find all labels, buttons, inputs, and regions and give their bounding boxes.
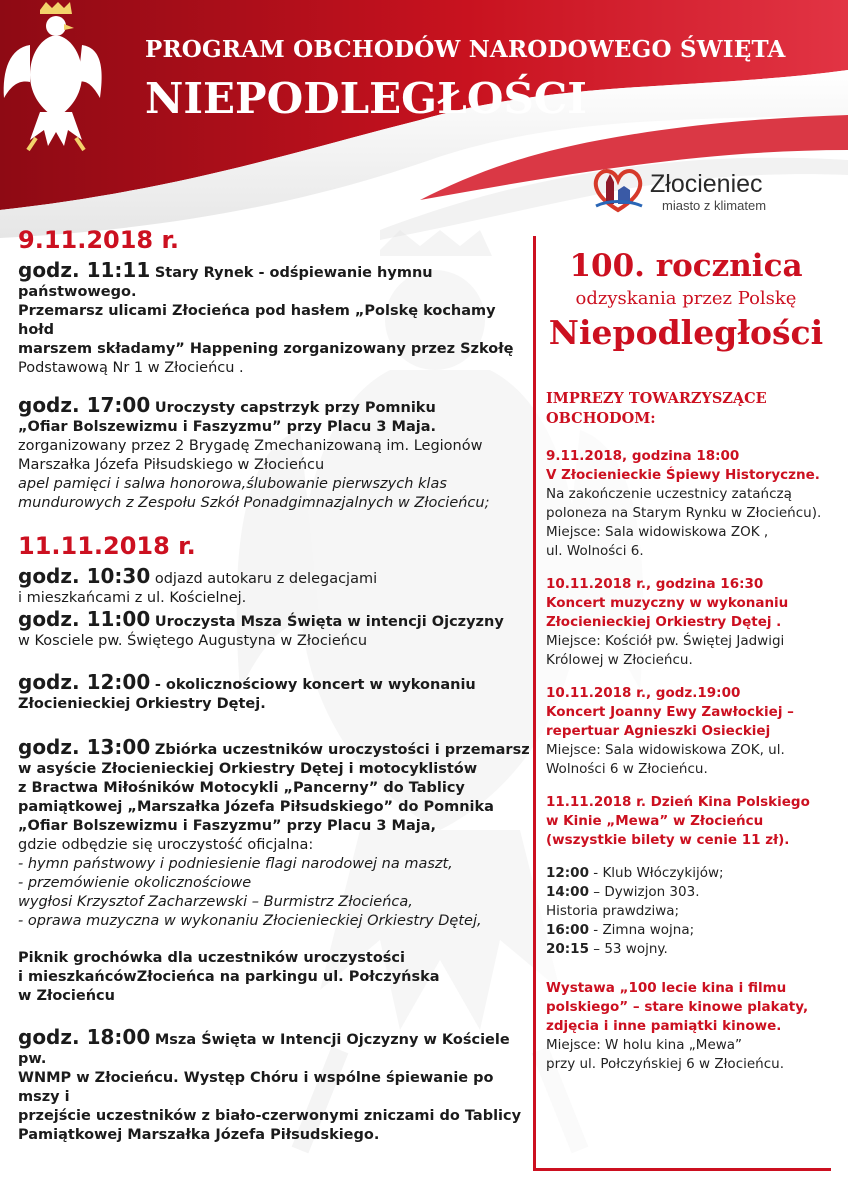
side-event-title: Koncert Joanny Ewy Zawłockiej – [546,704,794,720]
schedule-title: - Zimna wojna; [588,922,695,938]
event-time: godz. 11:11 [18,258,151,282]
anniversary-headline: 100. rocznica [569,248,803,284]
city-logo [588,160,808,220]
side-event-title: Koncert muzyczny w wykonaniu [546,595,789,611]
event-line: - okolicznościowy koncert w wykonaniu [154,677,476,693]
side-event-line: Na zakończenie uczestnicy zatańczą [546,486,792,502]
event-line: Msza Święta w Intencji Ojczyzny w Kościele pw. [18,1032,510,1067]
event-line: - hymn państwowy i podniesienie flagi narodowej na maszt, [18,856,453,872]
event-time: godz. 11:00 [18,607,151,631]
event-line: w Złocieńcu [18,988,115,1004]
schedule-row [546,940,826,959]
event-line: Pamiątkowej Marszałka Józefa Piłsudskiego. [18,1127,380,1143]
city-logo-tagline: miasto z klimatem [662,198,767,213]
event-line: Stary Rynek - odśpiewanie hymnu państwowego. [18,265,433,300]
exhibition-line: Miejsce: W holu kina „Mewa” [546,1037,743,1053]
event-line: z Bractwa Miłośników Motocykli „Pancerny” do Tablicy [18,780,465,796]
schedule-time: 12:00 [546,865,589,881]
schedule-time: 20:15 [546,941,589,957]
day1-date: 9.11.2018 r. [18,226,180,254]
schedule-title: - Klub Włóczykijów; [588,865,724,881]
event-1100 [18,607,533,651]
event-line: i mieszkańcówZłocieńca na parkingu ul. Połczyńska [18,969,440,985]
event-1111 [18,258,533,378]
main-program [18,225,533,1163]
schedule-title: – Dywizjon 303. [588,884,700,900]
event-line: - przemówienie okolicznościowe [18,875,252,891]
city-logo-name: Złocieniec [650,170,763,198]
event-time: godz. 12:00 [18,670,151,694]
program-title: PROGRAM OBCHODÓW NARODOWEGO ŚWIĘTA [145,36,786,63]
side-event-title: (wszystkie bilety w cenie 11 zł). [546,832,790,848]
anniversary-headline-main: Niepodległości [548,313,824,352]
side-panel [533,236,831,1171]
schedule-time: 14:00 [546,884,589,900]
side-event-title: 9.11.2018, godzina 18:00 [546,448,740,464]
exhibition-title: polskiego” – stare kinowe plakaty, [546,999,809,1015]
film-schedule [546,864,826,959]
schedule-time: 16:00 [546,922,589,938]
schedule-row [546,921,826,940]
side-heading-line: OBCHODOM: [546,410,656,427]
side-event-title: 10.11.2018 r., godzina 16:30 [546,576,764,592]
event-line: odjazd autokaru z delegacjami [154,571,378,587]
side-events [546,389,826,1088]
event-time: godz. 10:30 [18,564,151,588]
event-line: i mieszkańcami z ul. Kościelnej. [18,590,247,606]
side-event [546,447,826,561]
event-1200 [18,670,533,714]
side-event [546,684,826,779]
side-event-title: Złocienieckiej Orkiestry Dętej . [546,614,782,630]
event-1300 [18,735,533,931]
schedule-title: – 53 wojny. [588,941,668,957]
schedule-row [546,883,826,902]
schedule-row [546,864,826,883]
event-1800 [18,1025,533,1145]
event-line: Piknik grochówka dla uczestników uroczystości [18,950,405,966]
event-line: marszem składamy” Happening zorganizowany przez Szkołę [18,341,514,357]
side-event-line: poloneza na Starym Rynku w Złocieńcu). [546,505,822,521]
event-time: godz. 17:00 [18,393,151,417]
event-line: w Kosciele pw. Świętego Augustyna w Złocieńcu [18,633,368,649]
event-1030 [18,564,533,608]
anniversary-subheadline: odzyskania przez Polskę [575,288,797,309]
side-event-title: 10.11.2018 r., godz.19:00 [546,685,741,701]
header-banner [0,0,848,240]
event-line: „Ofiar Bolszewizmu i Faszyzmu” przy Placu 3 Maja. [18,419,437,435]
event-line: w asyście Złocienieckiej Orkiestry Dętej i motocyklistów [18,761,478,777]
exhibition [546,979,826,1074]
city-logo-icon [588,160,648,216]
exhibition-title: zdjęcia i inne pamiątki kinowe. [546,1018,782,1034]
event-time: godz. 13:00 [18,735,151,759]
event-line: zorganizowany przez 2 Brygadę Zmechanizowaną im. Legionów [18,438,483,454]
event-line: „Ofiar Bolszewizmu i Faszyzmu” przy Placu 3 Maja, [18,818,437,834]
event-time: godz. 18:00 [18,1025,151,1049]
event-line: Uroczysta Msza Święta w intencji Ojczyzny [154,614,504,630]
side-event-line: Królowej w Złocieńcu. [546,652,693,668]
event-line: wygłosi Krzysztof Zacharzewski – Burmistrz Złocieńca, [18,894,413,910]
event-line: Uroczysty capstrzyk przy Pomniku [154,400,436,416]
side-event [546,793,826,850]
side-event [546,575,826,670]
event-line: Przemarsz ulicami Złocieńca pod hasłem „Polskę kochamy hołd [18,303,496,338]
event-line: WNMP w Złocieńcu. Występ Chóru i wspólne śpiewanie po mszy i [18,1070,494,1105]
side-event-line: ul. Wolności 6. [546,543,644,559]
schedule-row [546,902,826,921]
event-line: Marszałka Józefa Piłsudskiego w Złocieńcu [18,457,325,473]
schedule-title: Historia prawdziwa; [546,903,680,919]
side-event-title: w Kinie „Mewa” w Złocieńcu [546,813,764,829]
event-line: gdzie odbędzie się uroczystość oficjalna: [18,837,314,853]
event-line: pamiątkowej „Marszałka Józefa Piłsudskiego” do Pomnika [18,799,494,815]
program-title-main: NIEPODLEGŁOŚCI [145,74,587,123]
side-event-title: repertuar Agnieszki Osieckiej [546,723,771,739]
side-event-line: Wolności 6 w Złocieńcu. [546,761,708,777]
day2-date: 11.11.2018 r. [18,532,196,560]
side-event-line: Miejsce: Sala widowiskowa ZOK , [546,524,769,540]
side-event-line: Miejsce: Sala widowiskowa ZOK, ul. [546,742,785,758]
side-event-title: V Złocienieckie Śpiewy Historyczne. [546,467,820,483]
exhibition-title: Wystawa „100 lecie kina i filmu [546,980,787,996]
event-piknik [18,949,533,1006]
eagle-emblem-icon [0,0,105,155]
event-line: Zbiórka uczestników uroczystości i przemarsz [154,742,530,758]
event-1700 [18,393,533,513]
side-heading [546,389,826,429]
exhibition-line: przy ul. Połczyńskiej 6 w Złocieńcu. [546,1056,784,1072]
event-line: mundurowych z Zespołu Szkół Ponadgimnazjalnych w Złocieńcu; [18,495,490,511]
event-line: - oprawa muzyczna w wykonaniu Złocienieckiej Orkiestry Dętej, [18,913,482,929]
side-heading-line: IMPREZY TOWARZYSZĄCE [546,390,767,407]
side-event-line: Miejsce: Kościół pw. Świętej Jadwigi [546,633,785,649]
event-line: Podstawową Nr 1 w Złocieńcu . [18,360,244,376]
event-line: apel pamięci i salwa honorowa,ślubowanie pierwszych klas [18,476,447,492]
event-line: Złocienieckiej Orkiestry Dętej. [18,696,266,712]
event-line: przejście uczestników z biało-czerwonymi zniczami do Tablicy [18,1108,522,1124]
side-event-title: 11.11.2018 r. Dzień Kina Polskiego [546,794,810,810]
